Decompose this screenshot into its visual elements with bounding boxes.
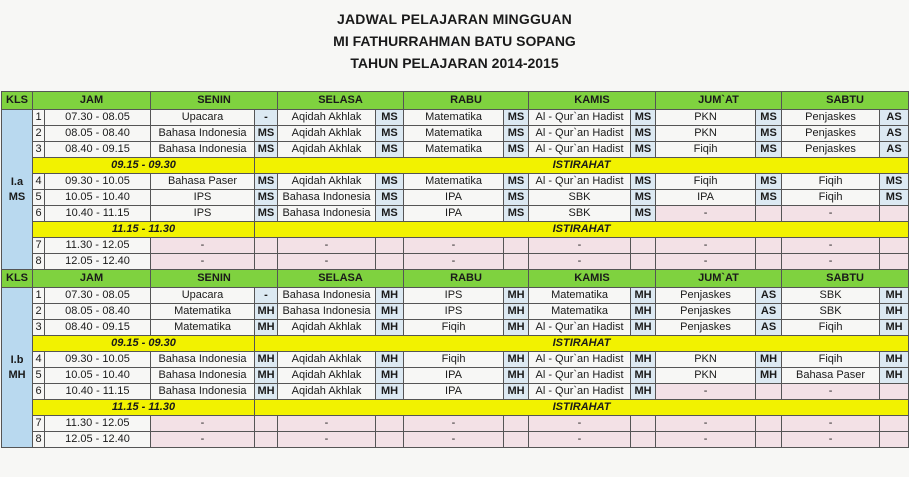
period-time: 10.05 - 10.40 [45, 368, 151, 384]
teacher-code-cell: AS [756, 320, 782, 336]
subject-cell: IPA [404, 190, 504, 206]
header-day-4: JUM`AT [656, 270, 782, 288]
teacher-code-cell [376, 254, 404, 270]
teacher-code-cell: MS [504, 110, 529, 126]
teacher-code-cell: MH [504, 352, 529, 368]
subject-cell: Penjaskes [656, 288, 756, 304]
period-number: 3 [33, 142, 45, 158]
teacher-code-cell: MH [631, 384, 656, 400]
teacher-code-cell [756, 432, 782, 448]
table-row [2, 288, 909, 304]
teacher-code-cell [255, 238, 278, 254]
teacher-code-cell [756, 416, 782, 432]
subject-cell: IPS [151, 206, 255, 222]
period-number: 3 [33, 320, 45, 336]
header-day-0: SENIN [151, 92, 278, 110]
teacher-code-cell: MH [376, 288, 404, 304]
teacher-code-cell [504, 238, 529, 254]
teacher-code-cell [255, 416, 278, 432]
header-day-4: JUM`AT [656, 92, 782, 110]
subject-cell: Matematika [151, 320, 255, 336]
subject-cell: - [782, 416, 880, 432]
title-line-3: TAHUN PELAJARAN 2014-2015 [350, 55, 559, 71]
class-label-teacher: MH [8, 368, 26, 381]
header-day-2: RABU [404, 270, 529, 288]
table-row [2, 206, 909, 222]
teacher-code-cell [880, 416, 909, 432]
break-row [2, 336, 909, 352]
subject-cell: Al - Qur`an Hadist [529, 142, 631, 158]
teacher-code-cell: MH [631, 320, 656, 336]
subject-cell: - [404, 416, 504, 432]
subject-cell: Aqidah Akhlak [278, 368, 376, 384]
period-time: 10.05 - 10.40 [45, 190, 151, 206]
subject-cell: Fiqih [404, 352, 504, 368]
teacher-code-cell [631, 254, 656, 270]
subject-cell: - [656, 432, 756, 448]
teacher-code-cell: MH [255, 368, 278, 384]
break-row [2, 222, 909, 238]
teacher-code-cell: AS [880, 126, 909, 142]
subject-cell: SBK [782, 304, 880, 320]
teacher-code-cell: MH [376, 320, 404, 336]
subject-cell: Bahasa Indonesia [151, 384, 255, 400]
teacher-code-cell: MS [376, 190, 404, 206]
subject-cell: Matematika [404, 110, 504, 126]
period-number: 4 [33, 352, 45, 368]
teacher-code-cell: MS [756, 174, 782, 190]
subject-cell: PKN [656, 368, 756, 384]
subject-cell: PKN [656, 352, 756, 368]
table-row [2, 142, 909, 158]
subject-cell: IPA [404, 368, 504, 384]
subject-cell: Bahasa Indonesia [278, 304, 376, 320]
teacher-code-cell: MH [376, 352, 404, 368]
teacher-code-cell [504, 254, 529, 270]
subject-cell: Aqidah Akhlak [278, 110, 376, 126]
header-day-5: SABTU [782, 92, 909, 110]
teacher-code-cell: MH [880, 352, 909, 368]
subject-cell: SBK [782, 288, 880, 304]
subject-cell: - [782, 254, 880, 270]
subject-cell: Penjaskes [656, 304, 756, 320]
table-row [2, 126, 909, 142]
teacher-code-cell: MH [255, 352, 278, 368]
teacher-code-cell: MS [756, 190, 782, 206]
subject-cell: - [656, 416, 756, 432]
subject-cell: - [404, 432, 504, 448]
teacher-code-cell: MS [631, 190, 656, 206]
teacher-code-cell: MS [255, 142, 278, 158]
period-number: 2 [33, 304, 45, 320]
subject-cell: - [278, 238, 376, 254]
header-jam: JAM [33, 92, 151, 110]
teacher-code-cell [631, 238, 656, 254]
subject-cell: Al - Qur`an Hadist [529, 352, 631, 368]
subject-cell: Aqidah Akhlak [278, 126, 376, 142]
table-row [2, 174, 909, 190]
break-time: 11.15 - 11.30 [33, 222, 255, 238]
subject-cell: - [529, 432, 631, 448]
schedule-table [1, 91, 909, 448]
teacher-code-cell: MS [631, 206, 656, 222]
teacher-code-cell: MS [255, 190, 278, 206]
subject-cell: - [404, 238, 504, 254]
teacher-code-cell [504, 432, 529, 448]
header-kls: KLS [2, 270, 33, 288]
teacher-code-cell: MH [880, 368, 909, 384]
teacher-code-cell: MH [631, 304, 656, 320]
subject-cell: Aqidah Akhlak [278, 174, 376, 190]
teacher-code-cell: AS [880, 142, 909, 158]
subject-cell: Aqidah Akhlak [278, 320, 376, 336]
period-time: 11.30 - 12.05 [45, 416, 151, 432]
break-time: 09.15 - 09.30 [33, 158, 255, 174]
teacher-code-cell: MH [631, 288, 656, 304]
subject-cell: Fiqih [656, 142, 756, 158]
teacher-code-cell: MS [756, 110, 782, 126]
teacher-code-cell: MS [880, 190, 909, 206]
subject-cell: - [656, 206, 756, 222]
teacher-code-cell [756, 254, 782, 270]
period-number: 8 [33, 432, 45, 448]
teacher-code-cell: MH [255, 304, 278, 320]
teacher-code-cell [255, 254, 278, 270]
table-row [2, 254, 909, 270]
teacher-code-cell: MS [504, 142, 529, 158]
teacher-code-cell: - [255, 288, 278, 304]
subject-cell: - [782, 206, 880, 222]
class-label [2, 288, 33, 448]
period-time: 11.30 - 12.05 [45, 238, 151, 254]
header-kls: KLS [2, 92, 33, 110]
subject-cell: Upacara [151, 288, 255, 304]
subject-cell: Penjaskes [656, 320, 756, 336]
teacher-code-cell: MH [880, 288, 909, 304]
teacher-code-cell: MS [376, 126, 404, 142]
class-label-teacher: MS [8, 190, 26, 203]
period-number: 5 [33, 190, 45, 206]
subject-cell: SBK [529, 206, 631, 222]
teacher-code-cell [880, 432, 909, 448]
teacher-code-cell [880, 238, 909, 254]
period-time: 09.30 - 10.05 [45, 174, 151, 190]
teacher-code-cell: MS [376, 142, 404, 158]
break-label: ISTIRAHAT [255, 336, 909, 352]
teacher-code-cell: MS [255, 174, 278, 190]
teacher-code-cell [756, 384, 782, 400]
table-header-row [2, 92, 909, 110]
subject-cell: Bahasa Indonesia [278, 206, 376, 222]
teacher-code-cell [504, 416, 529, 432]
teacher-code-cell: MS [376, 174, 404, 190]
subject-cell: - [782, 432, 880, 448]
subject-cell: Penjaskes [782, 126, 880, 142]
period-time: 07.30 - 08.05 [45, 288, 151, 304]
class-label-grade: I.a [10, 175, 24, 188]
table-row [2, 238, 909, 254]
subject-cell: - [404, 254, 504, 270]
header-day-3: KAMIS [529, 92, 656, 110]
teacher-code-cell: MS [376, 206, 404, 222]
period-number: 1 [33, 110, 45, 126]
subject-cell: Fiqih [782, 320, 880, 336]
subject-cell: Fiqih [782, 174, 880, 190]
subject-cell: Bahasa Indonesia [151, 126, 255, 142]
subject-cell: Fiqih [782, 352, 880, 368]
period-time: 08.05 - 08.40 [45, 304, 151, 320]
table-header-row [2, 270, 909, 288]
teacher-code-cell: MH [880, 320, 909, 336]
subject-cell: Matematika [404, 126, 504, 142]
teacher-code-cell: MH [376, 368, 404, 384]
subject-cell: Matematika [404, 142, 504, 158]
subject-cell: Penjaskes [782, 110, 880, 126]
teacher-code-cell [376, 238, 404, 254]
subject-cell: Fiqih [656, 174, 756, 190]
subject-cell: - [278, 416, 376, 432]
teacher-code-cell: MH [504, 288, 529, 304]
teacher-code-cell: MH [756, 352, 782, 368]
table-row [2, 304, 909, 320]
table-row [2, 320, 909, 336]
teacher-code-cell: MS [631, 174, 656, 190]
subject-cell: Bahasa Indonesia [151, 368, 255, 384]
period-time: 08.05 - 08.40 [45, 126, 151, 142]
teacher-code-cell: MH [756, 368, 782, 384]
subject-cell: Fiqih [782, 190, 880, 206]
period-time: 07.30 - 08.05 [45, 110, 151, 126]
teacher-code-cell: MH [504, 304, 529, 320]
teacher-code-cell: MS [504, 206, 529, 222]
title-line-2: MI FATHURRAHMAN BATU SOPANG [333, 33, 576, 49]
subject-cell: Al - Qur`an Hadist [529, 126, 631, 142]
teacher-code-cell [880, 206, 909, 222]
subject-cell: IPS [151, 190, 255, 206]
teacher-code-cell [756, 238, 782, 254]
table-row [2, 416, 909, 432]
subject-cell: Bahasa Indonesia [278, 288, 376, 304]
teacher-code-cell: MS [504, 174, 529, 190]
break-time: 11.15 - 11.30 [33, 400, 255, 416]
period-time: 12.05 - 12.40 [45, 432, 151, 448]
teacher-code-cell: MH [376, 384, 404, 400]
period-number: 6 [33, 384, 45, 400]
subject-cell: IPA [656, 190, 756, 206]
subject-cell: Bahasa Paser [782, 368, 880, 384]
header-day-5: SABTU [782, 270, 909, 288]
header-jam: JAM [33, 270, 151, 288]
subject-cell: - [656, 238, 756, 254]
subject-cell: Matematika [151, 304, 255, 320]
subject-cell: PKN [656, 126, 756, 142]
subject-cell: Aqidah Akhlak [278, 384, 376, 400]
subject-cell: Al - Qur`an Hadist [529, 384, 631, 400]
subject-cell: PKN [656, 110, 756, 126]
subject-cell: - [529, 254, 631, 270]
teacher-code-cell: MH [376, 304, 404, 320]
teacher-code-cell: MH [631, 368, 656, 384]
subject-cell: Upacara [151, 110, 255, 126]
subject-cell: IPS [404, 288, 504, 304]
subject-cell: - [782, 384, 880, 400]
teacher-code-cell [631, 432, 656, 448]
subject-cell: Bahasa Indonesia [278, 190, 376, 206]
subject-cell: Al - Qur`an Hadist [529, 110, 631, 126]
break-label: ISTIRAHAT [255, 222, 909, 238]
period-time: 10.40 - 11.15 [45, 206, 151, 222]
class-label-grade: I.b [10, 353, 24, 366]
teacher-code-cell: MH [504, 320, 529, 336]
subject-cell: IPA [404, 206, 504, 222]
subject-cell: Bahasa Paser [151, 174, 255, 190]
teacher-code-cell: MS [255, 126, 278, 142]
period-number: 8 [33, 254, 45, 270]
period-number: 1 [33, 288, 45, 304]
teacher-code-cell: MH [255, 320, 278, 336]
class-label [2, 110, 33, 270]
subject-cell: Al - Qur`an Hadist [529, 320, 631, 336]
subject-cell: - [278, 432, 376, 448]
teacher-code-cell: MS [631, 110, 656, 126]
header-day-1: SELASA [278, 92, 404, 110]
period-time: 08.40 - 09.15 [45, 142, 151, 158]
period-number: 6 [33, 206, 45, 222]
teacher-code-cell: MS [504, 126, 529, 142]
period-number: 4 [33, 174, 45, 190]
subject-cell: Bahasa Indonesia [151, 352, 255, 368]
teacher-code-cell: AS [880, 110, 909, 126]
teacher-code-cell [376, 432, 404, 448]
period-time: 10.40 - 11.15 [45, 384, 151, 400]
subject-cell: - [529, 238, 631, 254]
teacher-code-cell: AS [756, 288, 782, 304]
subject-cell: - [151, 238, 255, 254]
teacher-code-cell: AS [756, 304, 782, 320]
subject-cell: - [656, 254, 756, 270]
teacher-code-cell: MH [631, 352, 656, 368]
period-time: 09.30 - 10.05 [45, 352, 151, 368]
teacher-code-cell: MS [631, 126, 656, 142]
subject-cell: Al - Qur`an Hadist [529, 174, 631, 190]
subject-cell: Aqidah Akhlak [278, 142, 376, 158]
subject-cell: Fiqih [404, 320, 504, 336]
teacher-code-cell: MH [504, 384, 529, 400]
table-row [2, 352, 909, 368]
header-day-3: KAMIS [529, 270, 656, 288]
break-time: 09.15 - 09.30 [33, 336, 255, 352]
teacher-code-cell: MH [504, 368, 529, 384]
break-row [2, 158, 909, 174]
subject-cell: Aqidah Akhlak [278, 352, 376, 368]
teacher-code-cell [255, 432, 278, 448]
subject-cell: Bahasa Indonesia [151, 142, 255, 158]
teacher-code-cell: MH [255, 384, 278, 400]
break-label: ISTIRAHAT [255, 158, 909, 174]
table-row [2, 368, 909, 384]
table-row [2, 384, 909, 400]
header-day-1: SELASA [278, 270, 404, 288]
subject-cell: - [151, 416, 255, 432]
period-number: 2 [33, 126, 45, 142]
subject-cell: Al - Qur`an Hadist [529, 368, 631, 384]
title-line-1: JADWAL PELAJARAN MINGGUAN [337, 11, 572, 27]
table-row [2, 432, 909, 448]
teacher-code-cell: MS [376, 110, 404, 126]
subject-cell: - [151, 254, 255, 270]
teacher-code-cell [880, 384, 909, 400]
subject-cell: Matematika [529, 304, 631, 320]
teacher-code-cell: MS [255, 206, 278, 222]
subject-cell: Matematika [404, 174, 504, 190]
subject-cell: - [782, 238, 880, 254]
subject-cell: - [151, 432, 255, 448]
table-row [2, 190, 909, 206]
subject-cell: - [656, 384, 756, 400]
header-day-0: SENIN [151, 270, 278, 288]
break-label: ISTIRAHAT [255, 400, 909, 416]
teacher-code-cell: MH [880, 304, 909, 320]
teacher-code-cell: MS [631, 142, 656, 158]
period-number: 7 [33, 416, 45, 432]
teacher-code-cell: - [255, 110, 278, 126]
subject-cell: Penjaskes [782, 142, 880, 158]
subject-cell: Matematika [529, 288, 631, 304]
period-time: 12.05 - 12.40 [45, 254, 151, 270]
period-number: 5 [33, 368, 45, 384]
teacher-code-cell: MS [756, 126, 782, 142]
subject-cell: SBK [529, 190, 631, 206]
subject-cell: IPA [404, 384, 504, 400]
table-row [2, 110, 909, 126]
period-time: 08.40 - 09.15 [45, 320, 151, 336]
subject-cell: - [278, 254, 376, 270]
break-row [2, 400, 909, 416]
teacher-code-cell: MS [880, 174, 909, 190]
teacher-code-cell [756, 206, 782, 222]
teacher-code-cell [376, 416, 404, 432]
period-number: 7 [33, 238, 45, 254]
teacher-code-cell [631, 416, 656, 432]
header-day-2: RABU [404, 92, 529, 110]
subject-cell: - [529, 416, 631, 432]
teacher-code-cell: MS [504, 190, 529, 206]
subject-cell: IPS [404, 304, 504, 320]
teacher-code-cell [880, 254, 909, 270]
teacher-code-cell: MS [756, 142, 782, 158]
